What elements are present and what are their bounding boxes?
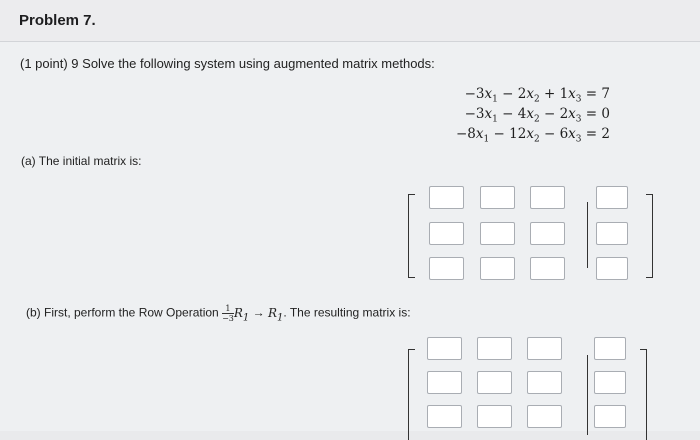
matrix-a-r1-rhs[interactable] [596,186,628,209]
matrix-b-r2c2[interactable] [477,371,512,394]
matrix-a-r1c2[interactable] [480,186,515,209]
matrix-a-r1c1[interactable] [429,186,464,209]
matrix-b-r3c2[interactable] [477,405,512,428]
matrix-a-r2c1[interactable] [429,222,464,245]
matrix-a-left-bracket [408,194,415,278]
matrix-b-r1c1[interactable] [427,337,462,360]
matrix-a-r3c2[interactable] [480,257,515,280]
matrix-a-r3c1[interactable] [429,257,464,280]
problem-intro: (1 point) 9 Solve the following system using augmented matrix methods: [20,56,435,71]
part-b-label: (b) First, perform the Row Operation $\frac{1}{-3}$ $R_1 \to R_1$. The resulting matrix is: [26,304,411,324]
matrix-b [408,337,653,429]
matrix-b-augment-bar [587,355,588,435]
matrix-b-right-bracket [640,349,647,440]
part-a-label: (a) The initial matrix is: [21,154,142,168]
matrix-a-r2c2[interactable] [480,222,515,245]
matrix-a-r3c3[interactable] [530,257,565,280]
matrix-b-r2c3[interactable] [527,371,562,394]
matrix-a-r1c3[interactable] [530,186,565,209]
matrix-b-r3c1[interactable] [427,405,462,428]
matrix-a-r2c3[interactable] [530,222,565,245]
matrix-b-r3c3[interactable] [527,405,562,428]
matrix-b-r1-rhs[interactable] [594,337,626,360]
matrix-b-r3-rhs[interactable] [594,405,626,428]
matrix-b-r1c2[interactable] [477,337,512,360]
matrix-b-r2-rhs[interactable] [594,371,626,394]
problem-header [0,0,700,42]
problem-title: Problem 7. [19,12,96,29]
equation-2: $-3x_1 - 4x_2 - 2x_3 = 0$ [464,106,610,125]
matrix-b-left-bracket [408,349,415,440]
equation-3: $-8x_1 - 12x_2 - 6x_3 = 2$ [455,126,610,145]
matrix-a [408,186,653,278]
equation-1: $-3x_1 - 2x_2 + 1x_3 = 7$ [464,86,610,105]
matrix-a-r3-rhs[interactable] [596,257,628,280]
matrix-a-augment-bar [587,202,588,268]
matrix-b-r2c1[interactable] [427,371,462,394]
matrix-b-r1c3[interactable] [527,337,562,360]
matrix-a-r2-rhs[interactable] [596,222,628,245]
matrix-a-right-bracket [646,194,653,278]
row-op-fraction: $\frac{1}{-3}$ [222,304,234,323]
